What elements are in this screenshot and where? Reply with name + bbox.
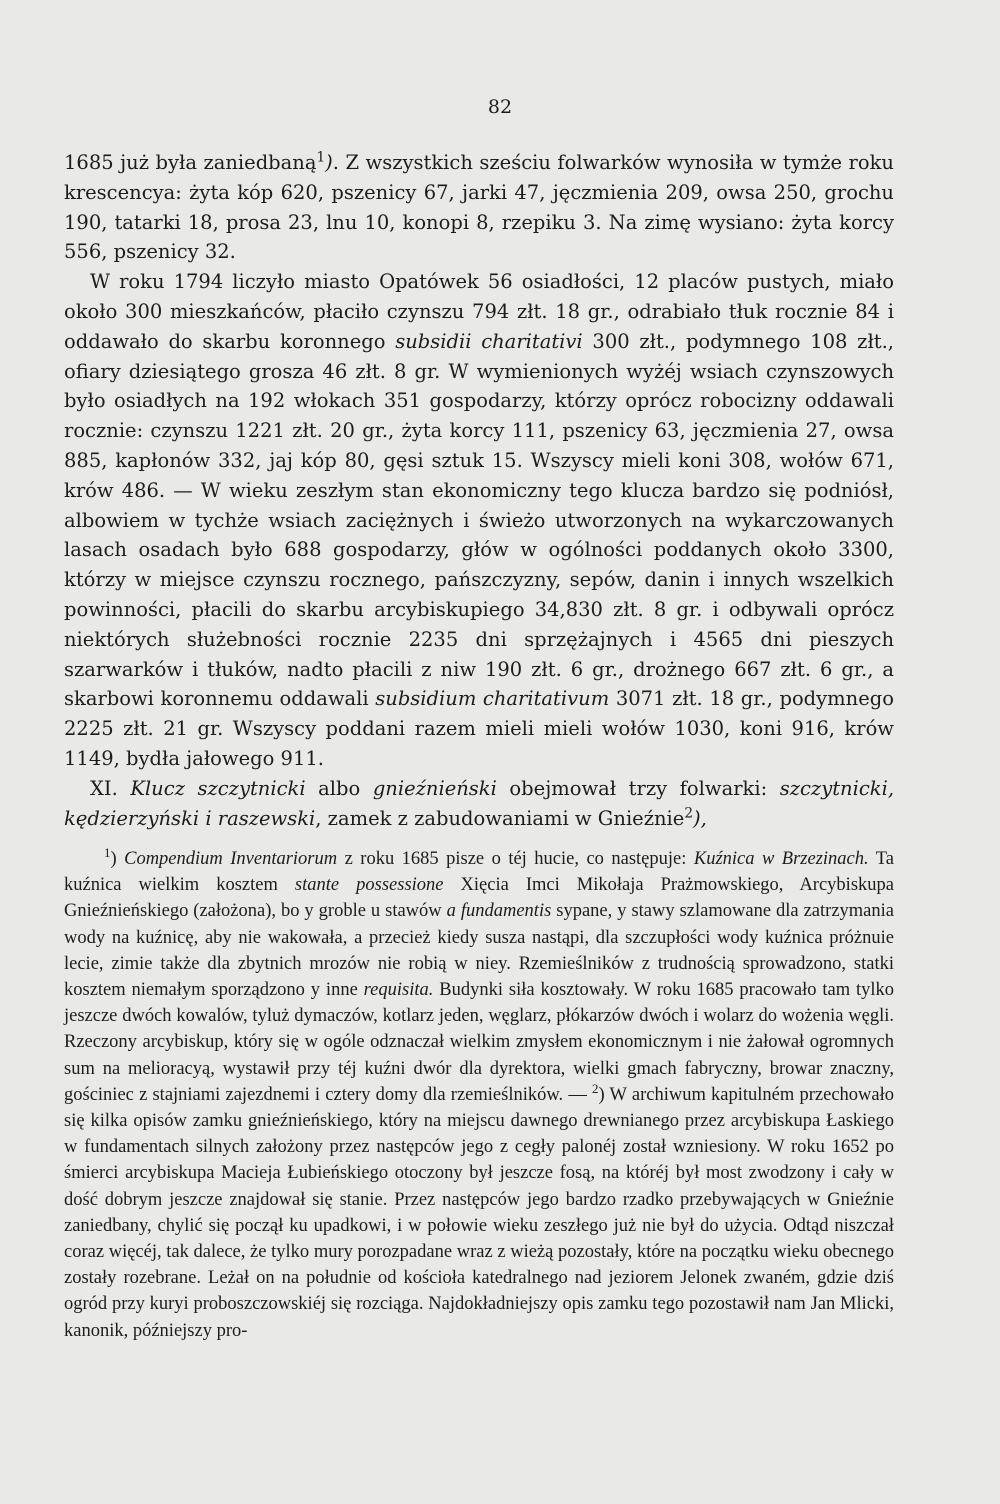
text-run: 300 złt., podymnego 108 złt., ofiary dziesiątego grosza 46 złt. 8 gr. W wymienionych wyżéj wsiach czynszowych było osiadłych na 192 włokach 351 gospodarzy, którzy oprócz robocizny oddawali rocznie: czynszu 1221 złt. 20 gr., żyta korcy 111, pszenicy 63, jęczmienia 27, owsa 885, kapłonów 332, jaj kóp 80, gęsi sztuk 15. Wszyscy mieli koni 308, wołów 671, krów 486. — W wieku zeszłym stan ekonomiczny tego klucza bardzo się podniósł, albowiem w tychże wsiach zaciężnych i świeżo utworzonych na wykarczowanych lasach osadach było 688 gospodarzy, głów w ogólności poddanych około 3300, którzy w miejsce czynszu rocznego, pańszczyzny, sepów, danin i innych wszelkich powinności, płacili do skarbu arcybiskupiego 34,830 złt. 8 gr. i odbywali oprócz niektórych służebności rocznie 2235 dni sprzężajnych i 4565 dni pieszych szarwarków i tłuków, nadto płacili z niw 190 złt. 6 gr., drożnego 667 złt. 6 gr., a skarbowi koronnemu oddawali [64, 329, 895, 711]
page-number: 82 [487, 96, 513, 118]
text-run: sypane, y stawy szlamowane dla zatrzymania wody na kuźnicę, aby nie wakowała, a przecież kiedy susza nastąpi, dla szczupłości wody kuźnica próżnuie lecie, zimie także dla zbytnich mrozów nie robią w niey. Rzemieślników z trudnością sprowadzono, statki kosztem niemałym sporządzono y inne [64, 901, 894, 1001]
text-run: ) [110, 849, 125, 869]
italic-text: subsidium charitativum [375, 687, 610, 711]
footnote-marker: 1 [316, 149, 326, 166]
italic-text: ), [693, 806, 707, 830]
italic-text: a fundamentis [446, 901, 552, 922]
footnote [64, 846, 894, 1344]
italic-text: stante possessione [294, 875, 444, 896]
paragraph [64, 774, 894, 834]
footnote-marker: 1 [104, 844, 111, 860]
italic-text: Compendium Inventariorum [124, 849, 338, 869]
text-run: ) W archiwum kapitulném przechowało się kilka opisów zamku gnieźnieńskiego, który na miejscu dawnego drewnianego przez arcybiskupa Łaskiego w fundamentach silnych założony przez następców jego z cegły palonéj został wzniesiony. W roku 1652 po śmierci arcybiskupa Macieja Łubieńskiego otoczony był jeszcze fosą, na któréj był most zwodzony i cały w dość dobrym jeszcze znajdował się stanie. Przez następców jego bardzo rzadko przebywających w Gnieźnie zaniedbany, chylić się począł ku upadkowi, i w połowie wieku zeszłego już nie był do użycia. Odtąd niszczał coraz więcéj, tak dalece, że tylko mury porozpadane wraz z wieżą pozostały, które na początku wieku obecnego zostały rozebrane. Leżał on na południe od kościoła katedralnego nad jeziorem Jelonek zwaném, gdzie dziś ogród przy kuryi proboszczowskiéj się rozciąga. Najdokładniejszy opis zamku tego pozostawił nam Jan Mlicki, kanonik, późniejszy pro- [64, 1084, 894, 1341]
text-run: Budynki siła kosztowały. W roku 1685 pracowało tam tylko jeszcze dwóch kowalów, tyluż dymaczów, kotlarz jeden, węglarz, płókarzów dwóch i wolarz do wożenia węgli. Rzeczony arcybiskup, który się w ogóle odznaczał wielkim zmysłem ekonomicznym i nie żałował ogromnych sum na melioracyą, wystawił przy téj kuźni dwór dla dyrektora, wielki gmach fabryczny, browar znaczny, gościniec z stajniami zajezdnemi i cztery domy dla rzemieślników. — [64, 980, 894, 1105]
footnotes [64, 846, 894, 1344]
text-run: Xięcia Imci Mikołaja Prażmowskiego, Arcybiskupa Gnieźnieńskiego (założona), bo y groble u stawów [64, 875, 894, 922]
italic-text: ) [325, 151, 333, 174]
paragraph [64, 148, 894, 267]
text-run: albo [305, 776, 373, 800]
footnote-marker: 2 [684, 805, 694, 822]
text-run: Ta kuźnica wielkim kosztem [64, 849, 894, 896]
italic-text: subsidii charitativi [395, 329, 583, 353]
text-run: 3071 złt. 18 gr., podymnego 2225 złt. 21 gr. Wszyscy poddani razem mieli mieli wołów 1030, koni 916, krów 1149, bydła jałowego 911. [64, 687, 894, 770]
text-run: XI. [90, 776, 131, 800]
text-run: z roku 1685 pisze o téj hucie, co następuje: [337, 849, 694, 869]
italic-text: Klucz szczytnicki [130, 776, 306, 800]
text-run: . Z wszystkich sześciu folwarków wynosiła w tymże roku krescencya: żyta kóp 620, pszenicy 67, jarki 47, jęczmienia 209, owsa 250, grochu 190, tatarki 18, prosa 23, lnu 10, konopi 8, rzepiku 3. Na zimę wysiano: żyta korcy 556, pszenicy 32. [64, 151, 894, 264]
paragraph [64, 267, 894, 774]
footnote-marker: 2 [592, 1080, 599, 1096]
italic-text: szczytnicki, kędzierzyński i raszewski [64, 776, 895, 830]
text-run: W roku 1794 liczyło miasto Opatówek 56 osiadłości, 12 placów pustych, miało około 300 mieszkańców, płaciło czynszu 794 złt. 18 gr., odrabiało tłuk rocznie 84 i oddawało do skarbu koronnego [64, 270, 894, 353]
italic-text: gnieźnieński [372, 776, 497, 800]
text-run: 1685 już była zaniedbaną [64, 151, 317, 174]
italic-text: requisita. [363, 980, 434, 1001]
text-run: obejmował trzy folwarki: [496, 776, 780, 800]
main-text [64, 148, 894, 833]
italic-text: Kuźnica w Brzezinach. [693, 849, 869, 869]
text-run: , zamek z zabudowaniami w Gnieźnie [315, 806, 685, 830]
